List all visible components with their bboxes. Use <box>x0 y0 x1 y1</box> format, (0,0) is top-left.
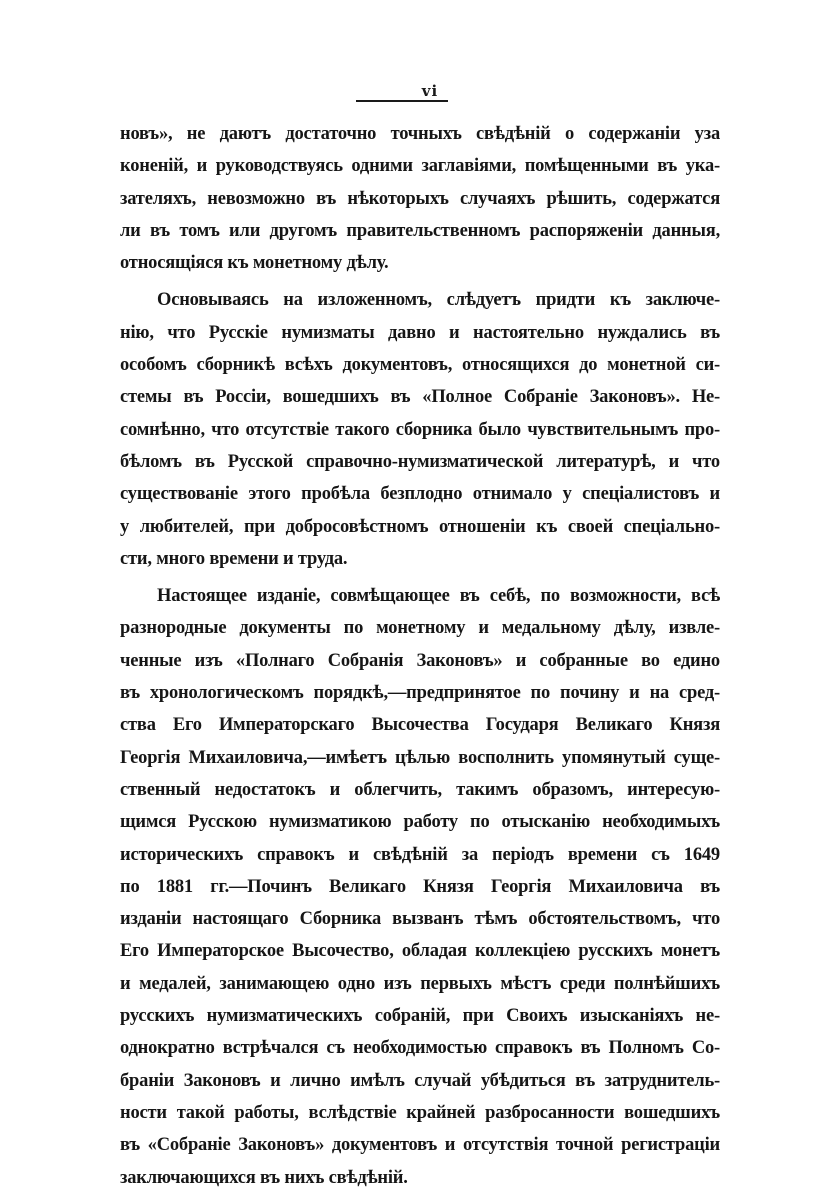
text-line: стемы въ Россіи, вошедшихъ въ «Полное Собраніе Законовъ». Не- <box>120 387 720 408</box>
text-line: сти, много времени и труда. <box>120 548 348 569</box>
text-line: Его Императорское Высочество, обладая коллекціею русскихъ монетъ <box>120 941 720 962</box>
text-line: браніи Законовъ и лично имѣлъ случай убѣдиться въ затруднитель- <box>120 1070 720 1091</box>
text-line: ности такой работы, вслѣдствіе крайней разбросанности вошедшихъ <box>120 1102 720 1123</box>
text-body <box>120 118 720 1194</box>
text-line: въ «Собраніе Законовъ» документовъ и отсутствія точной регистраціи <box>120 1135 720 1156</box>
paragraph <box>120 118 720 279</box>
text-line: Георгія Михаиловича,—имѣетъ цѣлью восполнить упомянутый суще- <box>120 747 720 768</box>
text-line: существованіе этого пробѣла безплодно отнимало у спеціалистовъ и <box>120 484 720 505</box>
text-line: однократно встрѣчался съ необходимостью справокъ въ Полномъ Со- <box>120 1038 720 1059</box>
text-line: заключающихся въ нихъ свѣдѣній. <box>120 1167 408 1188</box>
text-line: Настоящее изданіе, совмѣщающее въ себѣ, по возможности, всѣ <box>157 586 720 607</box>
text-line: относящіяся къ монетному дѣлу. <box>120 253 389 274</box>
text-line: коненій, и руководствуясь одними заглавіями, помѣщенными въ ука- <box>120 156 720 177</box>
text-line: особомъ сборникѣ всѣхъ документовъ, относящихся до монетной си- <box>120 355 720 376</box>
text-line: у любителей, при добросовѣстномъ отношеніи къ своей спеціально- <box>120 516 720 537</box>
paragraph <box>120 284 720 575</box>
text-line: разнородные документы по монетному и медальному дѣлу, извле- <box>120 618 720 639</box>
text-line: щимся Русскою нумизматикою работу по отысканію необходимыхъ <box>120 812 720 833</box>
text-line: историческихъ справокъ и свѣдѣній за періодъ времени съ 1649 <box>120 844 720 865</box>
text-line: въ хронологическомъ порядкѣ,—предпринятое по почину и на сред- <box>120 683 720 704</box>
book-page <box>60 40 800 1188</box>
text-line: русскихъ нумизматическихъ собраній, при Своихъ изысканіяхъ не- <box>120 1006 720 1027</box>
header-rule <box>356 100 448 102</box>
text-line: ченные изъ «Полнаго Собранія Законовъ» и собранные во едино <box>120 650 720 671</box>
text-line: зателяхъ, невозможно въ нѣкоторыхъ случаяхъ рѣшить, содержатся <box>120 188 720 209</box>
text-line: ли въ томъ или другомъ правительственномъ распоряженіи данныя, <box>120 220 720 241</box>
paragraph <box>120 580 720 1194</box>
text-line: ственный недостатокъ и облегчить, такимъ образомъ, интересую- <box>120 779 720 800</box>
text-line: сомнѣнно, что отсутствіе такого сборника было чувствительнымъ про- <box>120 419 720 440</box>
text-line: нію, что Русскіе нумизматы давно и настоятельно нуждались въ <box>120 322 720 343</box>
text-line: бѣломъ въ Русской справочно-нумизматической литературѣ, и что <box>120 451 720 472</box>
page-header <box>60 82 800 101</box>
text-line: ства Его Императорскаго Высочества Государя Великаго Князя <box>120 715 720 736</box>
text-line: Основываясь на изложенномъ, слѣдуетъ придти къ заключе- <box>157 290 720 311</box>
text-line: изданіи настоящаго Сборника вызванъ тѣмъ обстоятельствомъ, что <box>120 909 720 930</box>
text-line: по 1881 гг.—Починъ Великаго Князя Георгія Михаиловича въ <box>120 876 720 897</box>
page-number: vi <box>421 82 439 100</box>
text-line: и медалей, занимающею одно изъ первыхъ мѣстъ среди полнѣйшихъ <box>120 973 720 994</box>
text-line: новъ», не даютъ достаточно точныхъ свѣдѣній о содержаніи уза <box>120 124 720 144</box>
